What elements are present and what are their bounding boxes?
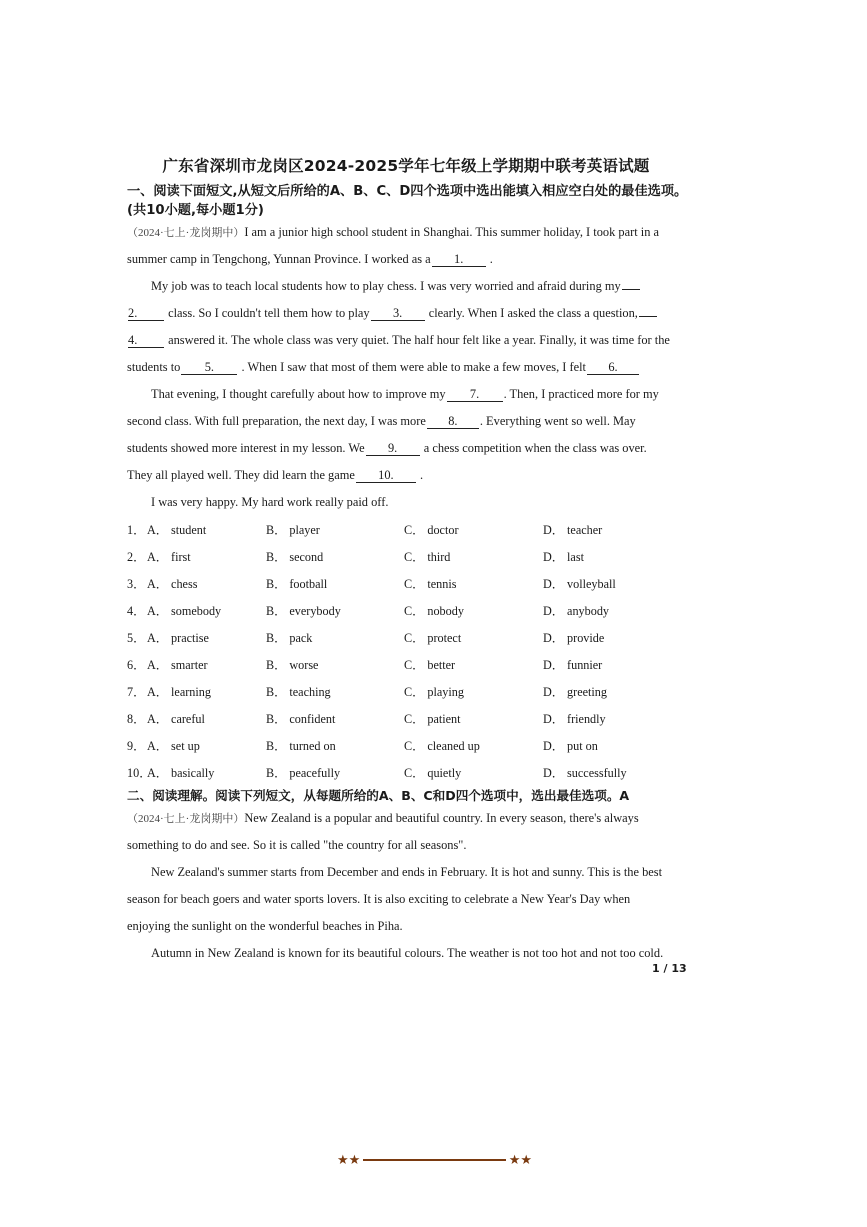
passage2-line-3 [151, 864, 662, 880]
text: season for beach goers and water sports lovers. It is also exciting to celebrate a New Year's Day when [127, 892, 631, 906]
option-a: A． learning [147, 685, 211, 699]
option-a: A． somebody [147, 604, 222, 618]
divider [363, 1159, 506, 1161]
question-number: 6． [127, 658, 146, 672]
passage1-line-6 [127, 359, 640, 375]
passage1-line-10 [127, 467, 423, 483]
text: students to [127, 360, 181, 374]
passage1-line-1 [127, 224, 659, 241]
passage2-line-1 [127, 810, 639, 827]
text: answered it. The whole class was very quiet. The half hour felt like a year. Finally, it was time for the [168, 333, 670, 347]
option-a: A． first [147, 550, 191, 564]
blank-2: 2. [128, 307, 164, 321]
option-b: B． player [266, 523, 320, 537]
option-b: B． peacefully [266, 766, 341, 780]
option-b: B． second [266, 550, 324, 564]
question-number: 9． [127, 739, 146, 753]
passage2-line-5 [127, 918, 403, 934]
star-icon: ★★ [508, 1152, 532, 1167]
option-c: C． quietly [404, 766, 462, 780]
option-d: D． provide [543, 631, 605, 645]
question-7-options [127, 683, 687, 699]
passage1-line-4 [127, 305, 658, 321]
passage2-line-2 [127, 837, 466, 853]
section1-heading: 一、阅读下面短文,从短文后所给的A、B、C、D四个选项中选出能填入相应空白处的最佳选项。(共10小题,每小题1分) [127, 184, 688, 218]
blank-1: 1. [432, 253, 486, 267]
question-3-options [127, 575, 687, 591]
option-d: D． put on [543, 739, 598, 753]
text: They all played well. They did learn the game [127, 468, 355, 482]
option-b: B． confident [266, 712, 336, 726]
passage1-line-8 [127, 413, 636, 429]
question-number: 5． [127, 631, 146, 645]
source-tag: （2024·七上·龙岗期中） [127, 227, 245, 239]
question-4-options [127, 602, 687, 618]
option-b: B． football [266, 577, 328, 591]
passage1-line-3 [151, 278, 641, 294]
question-number: 2． [127, 550, 146, 564]
page-number: 1 / 13 [652, 962, 687, 975]
option-a: A． careful [147, 712, 205, 726]
blank-5: 5. [181, 361, 237, 375]
blank-3: 3. [371, 307, 425, 321]
option-c: C． better [404, 658, 456, 672]
option-a: A． smarter [147, 658, 208, 672]
question-number: 7． [127, 685, 146, 699]
passage1-line-11 [151, 494, 388, 510]
option-a: A． set up [147, 739, 200, 753]
text: New Zealand is a popular and beautiful country. In every season, there's always [244, 811, 639, 825]
option-b: B． everybody [266, 604, 341, 618]
option-d: D． successfully [543, 766, 627, 780]
blank-4: 4. [128, 334, 164, 348]
text: . [420, 468, 424, 482]
text: My job was to teach local students how to play chess. I was very worried and afraid during my [151, 279, 621, 293]
blank-6: 6. [587, 361, 639, 375]
text: clearly. When I asked the class a question, [428, 306, 638, 320]
text: I was very happy. My hard work really paid off. [151, 495, 389, 509]
text: . When I saw that most of them were able to make a few moves, I felt [241, 360, 586, 374]
text: Autumn in New Zealand is known for its beautiful colours. The weather is not too hot and not too cold. [151, 946, 664, 960]
question-number: 8． [127, 712, 146, 726]
blank-7: 7. [447, 388, 503, 402]
option-b: B． turned on [266, 739, 336, 753]
question-9-options [127, 737, 687, 753]
option-a: A． practise [147, 631, 209, 645]
text: summer camp in Tengchong, Yunnan Province. I worked as a [127, 252, 431, 266]
option-c: C． tennis [404, 577, 457, 591]
option-b: B． pack [266, 631, 313, 645]
text: New Zealand's summer starts from December and ends in February. It is hot and sunny. This is the best [151, 865, 663, 879]
question-10-options [127, 764, 687, 780]
question-2-options [127, 548, 687, 564]
passage1-line-9 [127, 440, 647, 456]
star-icon: ★★ [337, 1152, 361, 1167]
option-d: D． teacher [543, 523, 603, 537]
passage1-line-7 [151, 386, 659, 402]
passage1-line-5 [127, 332, 670, 348]
question-6-options [127, 656, 687, 672]
text: . Then, I practiced more for my [503, 387, 659, 401]
question-5-options [127, 629, 687, 645]
text: That evening, I thought carefully about how to improve my [151, 387, 446, 401]
option-d: D． funnier [543, 658, 603, 672]
question-8-options [127, 710, 687, 726]
option-a: A． student [147, 523, 207, 537]
blank-8: 8. [427, 415, 479, 429]
option-d: D． friendly [543, 712, 606, 726]
text: I am a junior high school student in Shanghai. This summer holiday, I took part in a [244, 225, 660, 239]
option-c: C． nobody [404, 604, 464, 618]
text: something to do and see. So it is called "the country for all seasons". [127, 838, 467, 852]
question-1-options [127, 521, 687, 537]
option-c: C． cleaned up [404, 739, 480, 753]
option-d: D． volleyball [543, 577, 616, 591]
option-c: C． playing [404, 685, 464, 699]
text: class. So I couldn't tell them how to play [168, 306, 370, 320]
text: enjoying the sunlight on the wonderful beaches in Piha. [127, 919, 403, 933]
blank-9: 9. [366, 442, 420, 456]
option-d: D． greeting [543, 685, 607, 699]
source-tag: （2024·七上·龙岗期中） [127, 813, 245, 825]
passage2-line-4 [127, 891, 630, 907]
text: a chess competition when the class was over. [423, 441, 647, 455]
passage2-line-6 [151, 945, 663, 961]
question-number: 1． [127, 523, 146, 537]
option-d: D． anybody [543, 604, 610, 618]
option-a: A． chess [147, 577, 198, 591]
blank-4-start [639, 316, 657, 317]
text: . Everything went so well. May [479, 414, 636, 428]
option-c: C． doctor [404, 523, 459, 537]
option-c: C． patient [404, 712, 461, 726]
footer-ornament [337, 1152, 532, 1168]
question-number: 3． [127, 577, 146, 591]
option-a: A． basically [147, 766, 215, 780]
option-c: C． protect [404, 631, 462, 645]
option-b: B． worse [266, 658, 319, 672]
option-c: C． third [404, 550, 451, 564]
section2-heading: 二、阅读理解。阅读下列短文，从每题所给的A、B、C和D四个选项中，选出最佳选项。A [127, 788, 630, 803]
text: . [489, 252, 493, 266]
question-number: 10． [127, 766, 152, 780]
option-b: B． teaching [266, 685, 331, 699]
passage1-line-2 [127, 251, 493, 267]
blank-2-start [622, 289, 640, 290]
text: students showed more interest in my lesson. We [127, 441, 365, 455]
blank-10: 10. [356, 469, 416, 483]
option-d: D． last [543, 550, 584, 564]
text: second class. With full preparation, the next day, I was more [127, 414, 426, 428]
question-number: 4． [127, 604, 146, 618]
page-title: 广东省深圳市龙岗区2024-2025学年七年级上学期期中联考英语试题 [162, 157, 650, 175]
